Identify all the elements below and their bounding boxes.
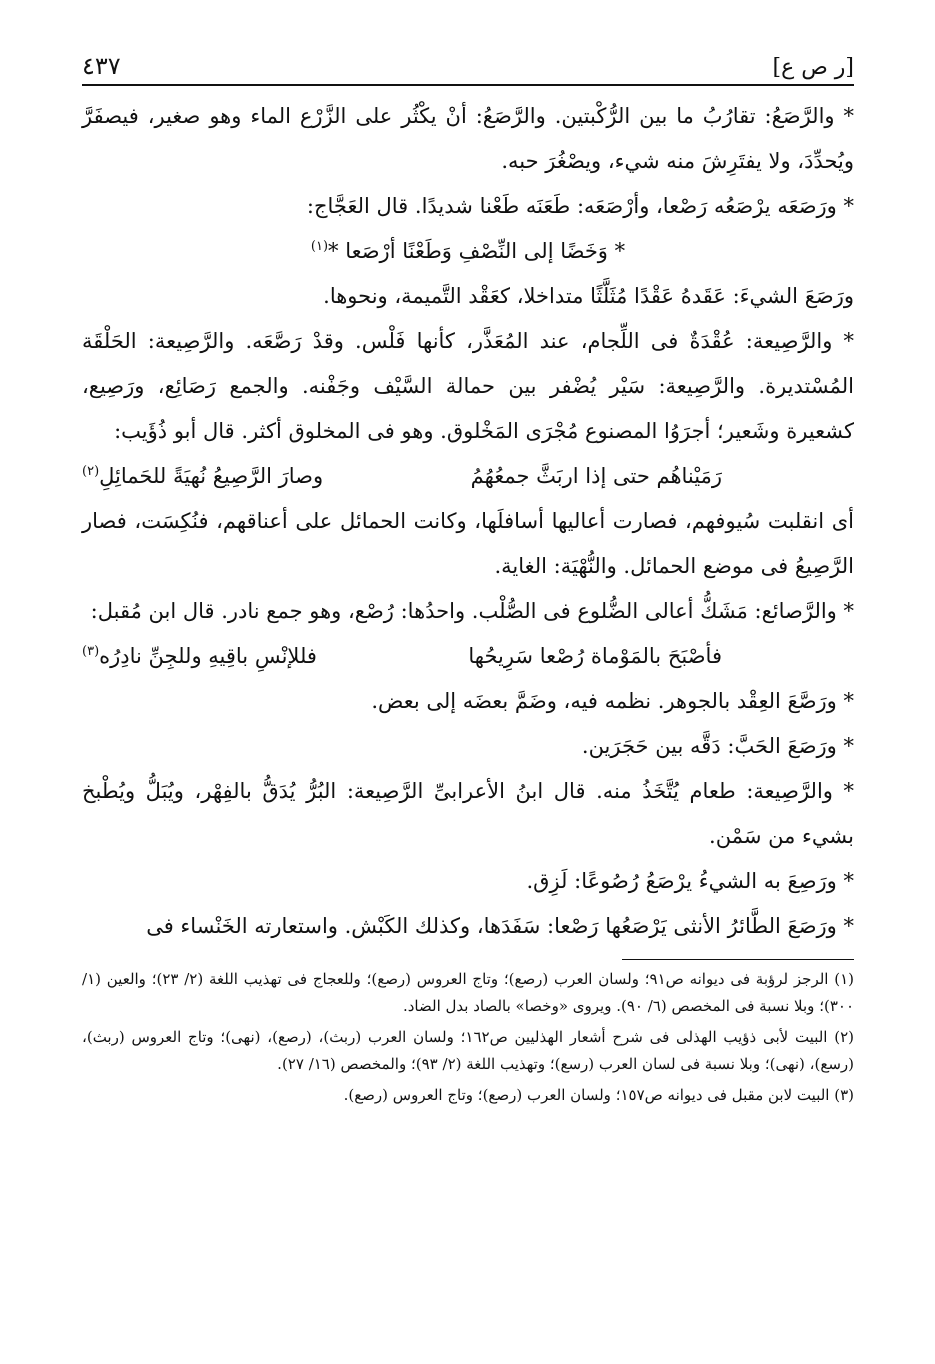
- paragraph: * ورَصِعَ به الشيءُ يرْصَعُ رُصُوعًا: لَزِق.: [526, 869, 854, 893]
- footnote-rule: [622, 959, 854, 960]
- verse-text: فللإنْسِ باقِيهِ وللجِنِّ نادِرُه: [99, 644, 317, 668]
- root-heading: [ر ص ع]: [772, 55, 854, 80]
- paragraph: * ورَصَّعَ العِقْد بالجوهر. نظمه فيه، وضَمَّ بعضَه إلى بعض.: [371, 689, 854, 713]
- footnote-ref: (٢): [82, 464, 100, 479]
- footnote-ref: (٣): [82, 644, 100, 659]
- verse-text: وصارَ الرَّصِيعُ نُهيَةً للحَمائِلِ: [99, 464, 324, 488]
- verse-line: [82, 229, 854, 274]
- footnote: (٢) البيت لأبى ذؤيب الهذلى فى شرح أشعار الهذليين ص١٦٢؛ ولسان العرب (ربث)، (رصع)، (نهى)؛ وتاج العروس (ربث)، (رسع)، (نهى)؛ وبلا نسبة فى لسان العرب (رسع)؛ وتهذيب اللغة (٢/ ٩٣)؛ والمخصص (١٦/ ٢٧).: [82, 1028, 854, 1073]
- footnote-ref: (١): [310, 239, 329, 254]
- paragraph: * ورَصَعَ الطَّائرُ الأنثى يَرْصَعُها رَصْعا: سَفَدَها، وكذلك الكَبْش. واستعارته الخَنْساء فى: [146, 914, 854, 938]
- paragraph: * ورَصَعَه يرْصَعُه رَصْعا، وأرْصَعَه: طَعَنَه طَعْنا شديدًا. قال العَجَّاج:: [306, 194, 854, 218]
- paragraph: أى انقلبت سُيوفهم، فصارت أعاليها أسافلَها، وكانت الحمائل على أعناقهم، فنُكِسَت، فصار الرَّصِيعُ فى موضع الحمائل. والنُّهْيَة: الغاية.: [82, 509, 854, 578]
- verse-second-hemistich: [82, 634, 317, 679]
- verse-line: [82, 634, 772, 679]
- paragraph: * والرَّصائع: مَشَكُّ أعالى الضُّلوع فى الصُّلْب. واحدُها: رُصْع، وهو جمع نادر. قال ابن مُقبل:: [90, 599, 854, 623]
- footnote: (٣) البيت لابن مقبل فى ديوانه ص١٥٧؛ ولسان العرب (رصع)؛ وتاج العروس (رصع).: [343, 1086, 854, 1104]
- paragraph: * والرَّصِيعة: عُقْدَةٌ فى اللِّجام، عند المُعَذَّر، كأنها فَلْس. وقدْ رَصَّعَه. والرَّصِيعة: الحَلْقَة المُسْتديرة. والرَّصِيعة: سَيْر يُضْفر بين حمالة السَّيْف وجَفْنه. والجمع رَصَائِع، ورَصِيع، كشعيرة وشَعير؛ أجرَوُا المصنوع مُجْرَى المَخْلوق. وهو فى المخلوق أكثر. قال أبو ذُؤَيب:: [82, 329, 854, 443]
- verse-first-hemistich: فأصْبَحَ بالمَوْماة رُصْعا سَرِيحُها: [468, 644, 722, 668]
- page-number: ٤٣٧: [82, 52, 121, 80]
- page: [82, 40, 854, 1113]
- footnote: (١) الرجز لرؤبة فى ديوانه ص٩١؛ ولسان العرب (رصع)؛ وتاج العروس (رصع)؛ وللعجاج فى تهذيب اللغة (٢/ ٢٣)؛ والعين (١/ ٣٠٠)؛ وبلا نسبة فى المخصص (٦/ ٩٠). ويروى «وخصا» بالصاد بدل الضاد.: [82, 970, 855, 1015]
- paragraph: ورَصَعَ الشيءَ: عَقَدهُ عَقْدًا مُثَلَّثًا متداخلا، كعَقْد التَّميمة، ونحوها.: [323, 284, 854, 308]
- main-text: [82, 94, 854, 949]
- verse-text: * وَخَضًا إلى النِّصْفِ وَطَعْنًا أرْصَعا *: [328, 239, 626, 263]
- verse-first-hemistich: رَمَيْناهُم حتى إذا اربَثَّ جمعُهُمُ: [470, 464, 722, 488]
- paragraph: * ورَصَعَ الحَبَّ: دَقَّه بين حَجَرَين.: [581, 734, 854, 758]
- verse-second-hemistich: [82, 454, 323, 499]
- page-header: [82, 40, 854, 80]
- verse-line: [82, 454, 772, 499]
- header-rule: [82, 84, 854, 86]
- footnotes: [82, 966, 854, 1109]
- paragraph: * والرَّصِيعة: طعام يُتَّخَذُ منه. قال ابنُ الأعرابىِّ الرَّصِيعة: البُرُّ يُدَقُّ بالفِهْر، ويُبَلُّ ويُطْبخ بشيء من سَمْن.: [82, 779, 854, 848]
- paragraph: * والرَّصَعُ: تقارُبُ ما بين الرُّكْبتين. والرَّصَعُ: أنْ يكْثُر على الزَّرْع الماء وهو صغير، فيصفَرَّ ويُحدِّدَ، ولا يفتَرِشَ منه شيء، ويصْغُرَ حبه.: [82, 104, 854, 173]
